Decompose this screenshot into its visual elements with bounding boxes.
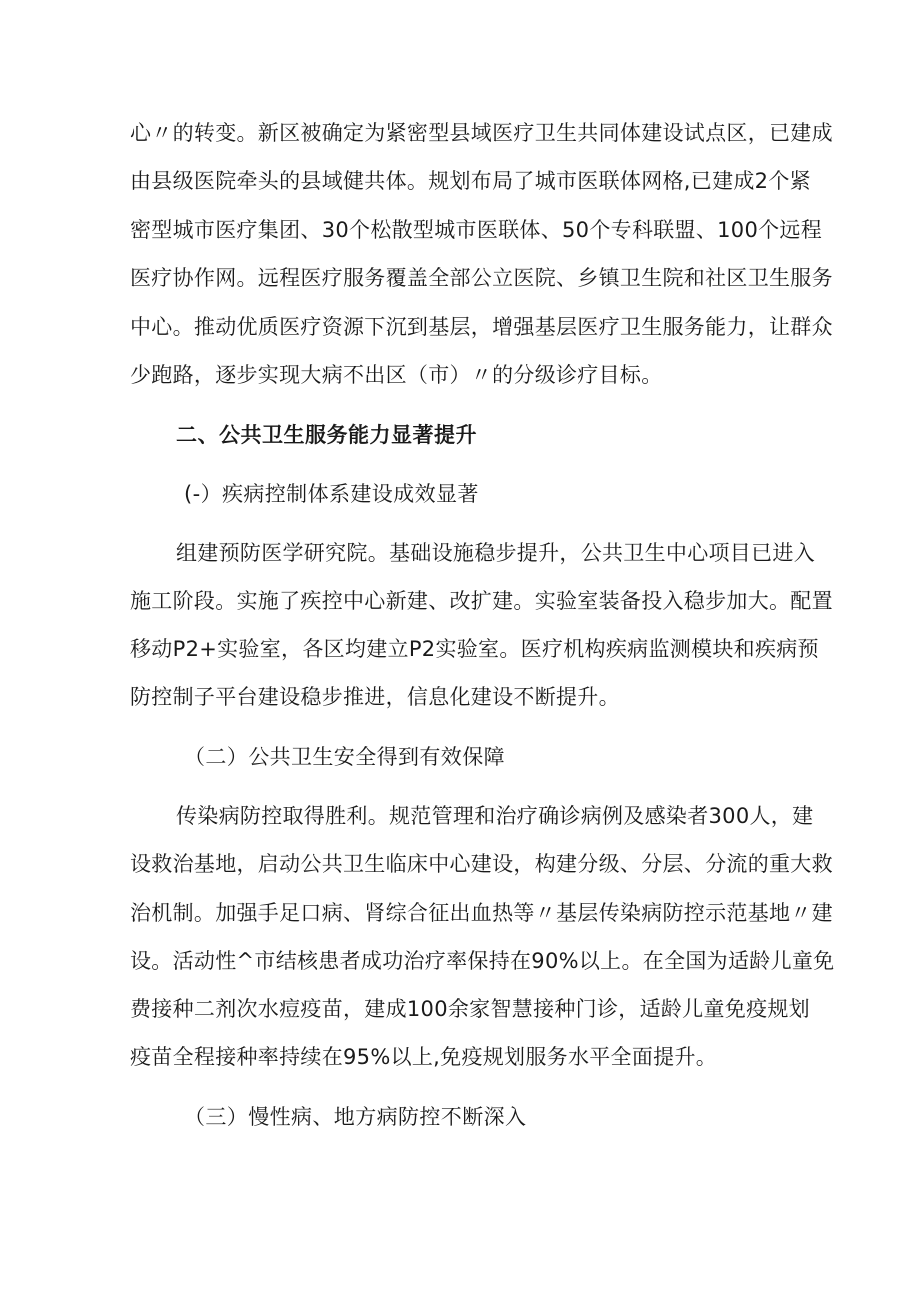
paragraph-line: 施工阶段。实施了疾控中心新建、改扩建。实验室装备投入稳步加大。配置 [130,589,833,613]
paragraph-line: 组建预防医学研究院。基础设施稳步提升，公共卫生中心项目已进入 [176,541,815,565]
paragraph-line: 由县级医院牵头的县域健共体。规划布局了城市医联体网格,已建成2个紧 [130,169,811,193]
paragraph-line: 移动P2+实验室，各区均建立P2实验室。医疗机构疾病监测模块和疾病预 [130,637,819,661]
paragraph-line: 少跑路，逐步实现大病不出区（市）〃的分级诊疗目标。 [130,363,663,387]
paragraph-line: 疫苗全程接种率持续在95%以上,免疫规划服务水平全面提升。 [130,1045,718,1069]
paragraph-line: 密型城市医疗集团、30个松散型城市医联体、50个专科联盟、100个远程 [130,218,823,242]
paragraph-line: 传染病防控取得胜利。规范管理和治疗确诊病例及感染者300人，建 [176,804,814,828]
subsection-heading: （三）慢性病、地方病防控不断深入 [184,1105,527,1129]
paragraph-line: 中心。推动优质医疗资源下沉到基层，增强基层医疗卫生服务能力，让群众 [130,315,833,339]
section-heading: 二、公共卫生服务能力显著提升 [176,423,477,447]
paragraph-line: 设。活动性^市结核患者成功治疗率保持在90%以上。在全国为适龄儿童免 [130,949,835,973]
paragraph-line: 设救治基地，启动公共卫生临床中心建设，构建分级、分层、分流的重大救 [130,852,833,876]
subsection-heading: (-）疾病控制体系建设成效显著 [184,482,479,506]
paragraph-line: 心〃的转变。新区被确定为紧密型县域医疗卫生共同体建设试点区，已建成 [130,121,833,145]
subsection-heading: （二）公共卫生安全得到有效保障 [184,745,505,769]
paragraph-line: 防控制子平台建设稳步推进，信息化建设不断提升。 [130,685,620,709]
paragraph-line: 费接种二剂次水痘疫苗，建成100余家智慧接种门诊，适龄儿童免疫规划 [130,997,810,1021]
paragraph-line: 治机制。加强手足口病、肾综合征出血热等〃基层传染病防控示范基地〃建 [130,901,833,925]
paragraph-line: 医疗协作网。远程医疗服务覆盖全部公立医院、乡镇卫生院和社区卫生服务 [130,266,833,290]
